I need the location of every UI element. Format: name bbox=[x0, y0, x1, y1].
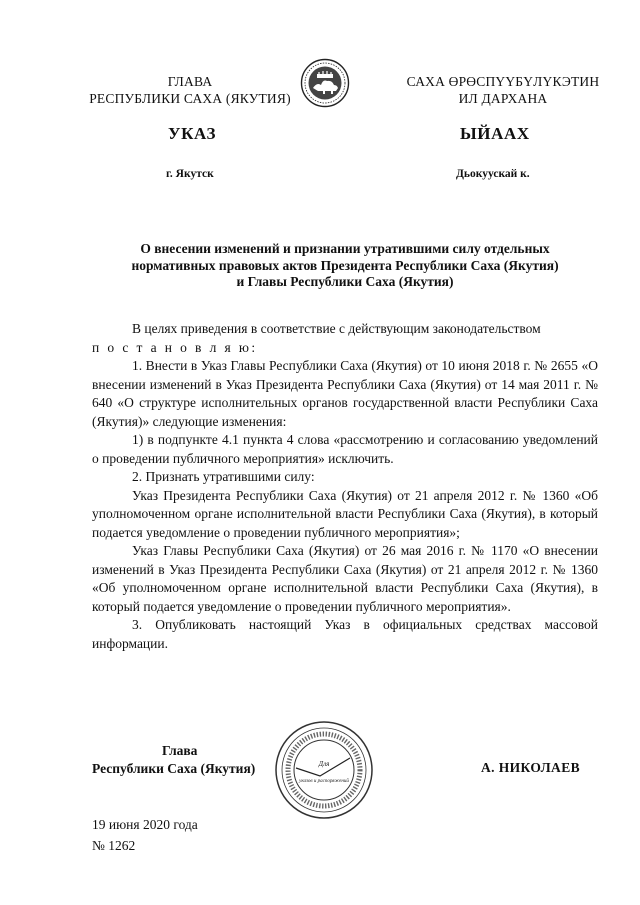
document-title bbox=[90, 241, 600, 291]
body-item-2: 2. Признать утратившими силу: bbox=[132, 469, 315, 484]
title-line2: нормативных правовых актов Президента Республики Саха (Якутия) bbox=[131, 257, 559, 273]
official-stamp bbox=[266, 720, 382, 820]
header-left-line1: ГЛАВА bbox=[167, 74, 213, 89]
header-right-line1: САХА ӨРӨСПҮҮБҮЛҮКЭТИН bbox=[406, 74, 600, 89]
stamp-label-top: Для bbox=[318, 760, 330, 768]
header-left bbox=[80, 73, 300, 107]
body-repealed-1: Указ Президента Республики Саха (Якутия) от 21 апреля 2012 г. № 1360 «Об уполномоченном органе исполнительной власти Республики Саха (Якутия), в который подается уведомление о проведении публичного мероприятия»; bbox=[92, 487, 598, 540]
body-subitem-1: 1) в подпункте 4.1 пункта 4 слова «рассмотрению и согласованию уведомлений о проведении публичного мероприятия» исключить. bbox=[92, 432, 598, 466]
header-right-line2: ИЛ ДАРХАНА bbox=[458, 91, 548, 106]
stamp-label-bottom: указов и распоряжений bbox=[299, 779, 349, 784]
signature-position-line1: Глава bbox=[162, 743, 198, 758]
title-line1: О внесении изменений и признании утратившими силу отдельных bbox=[140, 241, 550, 256]
body-item-3: 3. Опубликовать настоящий Указ в официальных средствах массовой информации. bbox=[92, 617, 598, 651]
title-line3: и Главы Республики Саха (Якутия) bbox=[236, 274, 454, 289]
city-sah: Дьокуускай к. bbox=[456, 168, 530, 180]
header-right bbox=[388, 73, 618, 107]
doc-type-sah: ЫЙААХ bbox=[460, 124, 530, 143]
body-preamble: В целях приведения в соответствие с действующим законодательством bbox=[132, 321, 541, 336]
document-body bbox=[92, 320, 598, 653]
header-left-line2: РЕСПУБЛИКИ САХА (ЯКУТИЯ) bbox=[89, 91, 291, 106]
body-repealed-2: Указ Главы Республики Саха (Якутия) от 26 мая 2016 г. № 1170 «О внесении изменений в Указ Президента Республики Саха (Якутия) от 21 апреля 2012 г. № 1360 «Об уполномоченном органе исполнительной власти Республики Саха (Якутия), в который подается уведомление о проведении публичного мероприятия». bbox=[92, 543, 598, 614]
document-date: 19 июня 2020 года bbox=[92, 817, 198, 832]
document-number: № 1262 bbox=[92, 838, 136, 853]
signatory-name: А. НИКОЛАЕВ bbox=[481, 760, 580, 775]
body-decree-word: п о с т а н о в л я ю: bbox=[92, 339, 258, 355]
body-item-1: 1. Внести в Указ Главы Республики Саха (Якутия) от 10 июня 2018 г. № 2655 «О внесении изменений в Указ Президента Республики Саха (Якутия) от 14 мая 2011 г. № 640 «О структуре исполнительных органов государственной власти Республики Саха (Якутия)» следующие изменения: bbox=[92, 358, 598, 429]
city-ru: г. Якутск bbox=[166, 168, 214, 180]
coat-of-arms-emblem bbox=[300, 58, 350, 108]
signature-position-line2: Республики Саха (Якутия) bbox=[92, 761, 256, 776]
signature-position bbox=[92, 742, 255, 778]
doc-type-ru: УКАЗ bbox=[168, 124, 217, 143]
